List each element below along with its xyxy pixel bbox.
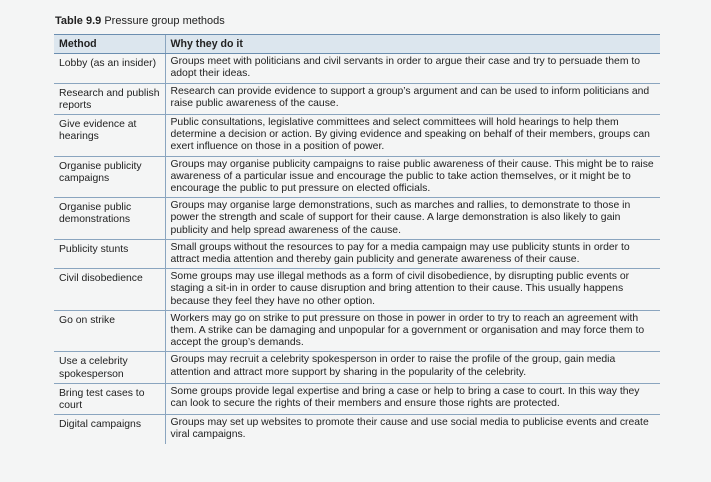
- table-row: [54, 415, 660, 444]
- method-cell: Digital campaigns: [54, 415, 165, 444]
- table-row: [54, 83, 660, 114]
- reason-cell: Groups may organise large demonstrations, such as marches and rallies, to demonstrate to those in power the strength and scale of support for their cause. A large demonstration is also likely to gain publicity and help spread awareness of the cause.: [165, 198, 660, 240]
- reason-cell: Groups may recruit a celebrity spokesperson in order to raise the profile of the group, gain media attention and attract more support by sharing in the popularity of the celebrity.: [165, 352, 660, 383]
- reason-cell: Small groups without the resources to pay for a media campaign may use publicity stunts in order to attract media attention and thereby gain publicity and generate awareness of their cause.: [165, 239, 660, 268]
- reason-cell: Research can provide evidence to support a group’s argument and can be used to inform politicians and raise public awareness of the cause.: [165, 83, 660, 114]
- table-row: [54, 198, 660, 240]
- header-row: [54, 35, 660, 54]
- reason-cell: Workers may go on strike to put pressure on those in power in order to try to reach an agreement with them. A strike can be damaging and unpopular for a government or organisation and may force them to accept the group’s demands.: [165, 310, 660, 352]
- table-row: [54, 310, 660, 352]
- method-cell: Use a celebrity spokesperson: [54, 352, 165, 383]
- method-cell: Give evidence at hearings: [54, 115, 165, 157]
- reason-cell: Public consultations, legislative committees and select committees will hold hearings to help them determine a decision or action. By giving evidence and speaking on behalf of their members, groups can exert influence on those in a position of power.: [165, 115, 660, 157]
- table-page: [54, 14, 660, 444]
- table-number: Table 9.9: [55, 15, 102, 27]
- reason-cell: Some groups may use illegal methods as a form of civil disobedience, by disrupting public events or staging a sit-in in order to cause disruption and bring attention to their cause. This usually happens because they feel they have no other option.: [165, 269, 660, 311]
- pressure-group-methods-table: [54, 34, 660, 444]
- table-row: [54, 239, 660, 268]
- table-caption: [55, 14, 660, 28]
- table-row: [54, 352, 660, 383]
- column-header-method: Method: [54, 35, 165, 54]
- table-row: [54, 54, 660, 83]
- method-cell: Bring test cases to court: [54, 383, 165, 414]
- method-cell: Publicity stunts: [54, 239, 165, 268]
- table-row: [54, 115, 660, 157]
- reason-cell: Groups may set up websites to promote their cause and use social media to publicise events and create viral campaigns.: [170, 417, 649, 441]
- reason-cell: Some groups provide legal expertise and bring a case or help to bring a case to court. In this way they can look to secure the rights of their members and ensure those rights are protected.: [165, 383, 660, 414]
- table-row: [54, 383, 660, 414]
- reason-cell: Groups may organise publicity campaigns to raise public awareness of their cause. This might be to raise awareness of a particular issue and encourage the public to take action themselves, or it might be to encourage the public to put pressure on elected officials.: [165, 156, 660, 198]
- table-row: [54, 269, 660, 311]
- method-cell: Organise public demonstrations: [54, 198, 165, 240]
- column-header-why: Why they do it: [165, 35, 660, 54]
- reason-cell: Groups meet with politicians and civil servants in order to argue their case and try to persuade them to adopt their ideas.: [165, 54, 660, 83]
- method-cell: Lobby (as an insider): [54, 54, 165, 83]
- table-title: Pressure group methods: [104, 15, 225, 27]
- method-cell: Civil disobedience: [54, 269, 165, 311]
- table-row: [54, 156, 660, 198]
- method-cell: Research and publish reports: [54, 83, 165, 114]
- method-cell: Go on strike: [54, 310, 165, 352]
- method-cell: Organise publicity campaigns: [54, 156, 165, 198]
